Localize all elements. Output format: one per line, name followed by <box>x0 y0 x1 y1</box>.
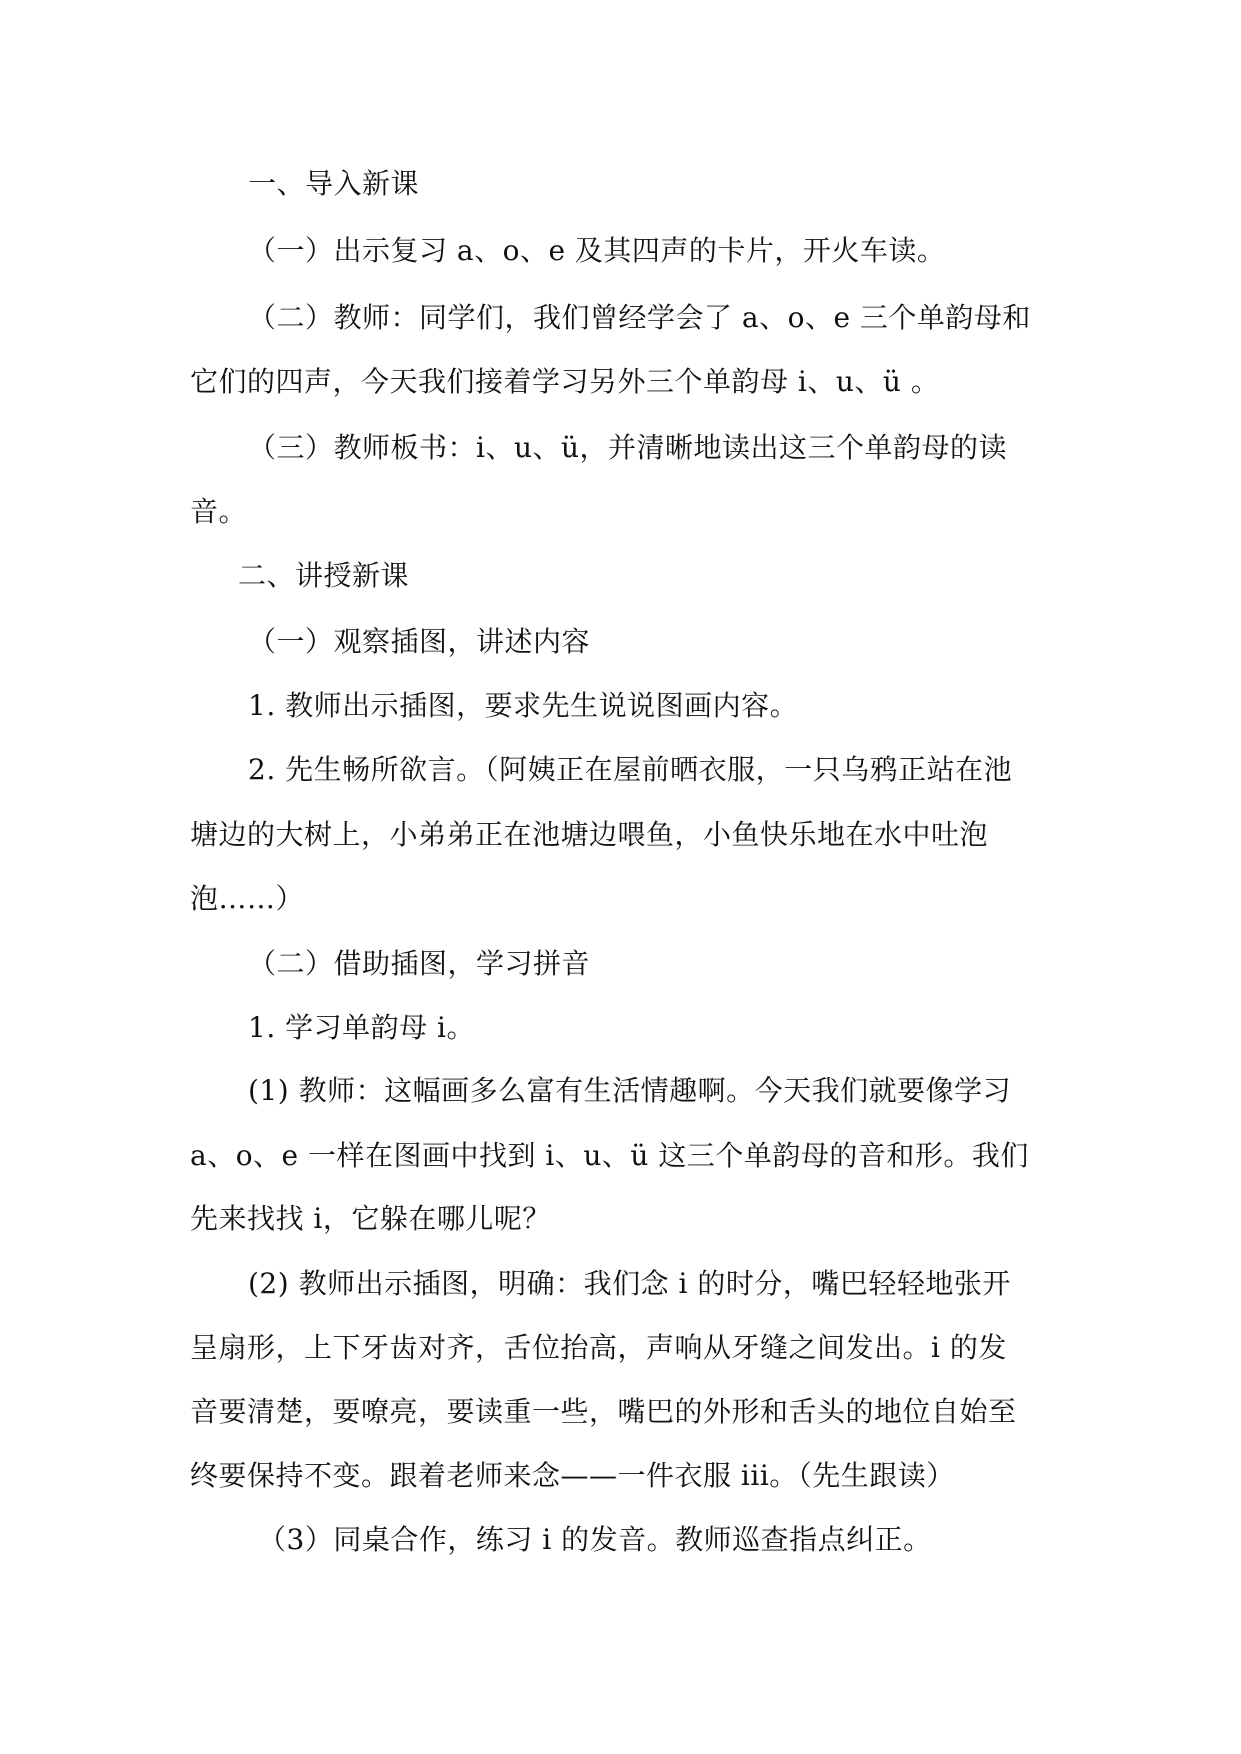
paragraph-line: 音要清楚，要嘹亮，要读重一些，嘴巴的外形和舌头的地位自始至 <box>190 1395 1017 1428</box>
paragraph-line: 2. 先生畅所欲言。（阿姨正在屋前晒衣服，一只乌鸦正站在池 <box>248 753 1013 786</box>
paragraph-line: 音。 <box>190 495 248 528</box>
paragraph-line: （二）教师：同学们，我们曾经学会了 a、o、e 三个单韵母和 <box>248 301 1031 334</box>
paragraph-line: (1) 教师：这幅画多么富有生活情趣啊。今天我们就要像学习 <box>248 1074 1012 1107</box>
paragraph-line: （3）同桌合作，练习 i 的发音。教师巡查指点纠正。 <box>258 1523 932 1556</box>
paragraph-line: 1. 教师出示插图，要求先生说说图画内容。 <box>248 689 799 722</box>
paragraph-line: （一）出示复习 a、o、e 及其四声的卡片，开火车读。 <box>248 234 946 267</box>
paragraph-line: 1. 学习单韵母 i。 <box>248 1011 475 1044</box>
paragraph-line: （三）教师板书：i、u、ü，并清晰地读出这三个单韵母的读 <box>248 431 1008 464</box>
paragraph-line: 它们的四声，今天我们接着学习另外三个单韵母 i、u、ü 。 <box>190 365 940 398</box>
subheading: （一）观察插图，讲述内容 <box>248 625 591 658</box>
paragraph-line: 先来找找 i，它躲在哪儿呢？ <box>190 1202 551 1235</box>
paragraph-line: 呈扇形，上下牙齿对齐，舌位抬高，声响从牙缝之间发出。i 的发 <box>190 1331 1007 1364</box>
section-heading-1: 一、导入新课 <box>248 167 420 200</box>
paragraph-line: 泡……） <box>190 882 305 915</box>
paragraph-line: a、o、e 一样在图画中找到 i、u、ü 这三个单韵母的音和形。我们 <box>190 1139 1029 1172</box>
subheading: （二）借助插图，学习拼音 <box>248 947 591 980</box>
section-heading-2: 二、讲授新课 <box>238 559 410 592</box>
paragraph-line: 终要保持不变。跟着老师来念——一件衣服 iii。（先生跟读） <box>190 1459 955 1492</box>
paragraph-line: (2) 教师出示插图，明确：我们念 i 的时分，嘴巴轻轻地张开 <box>248 1267 1011 1300</box>
paragraph-line: 塘边的大树上，小弟弟正在池塘边喂鱼，小鱼快乐地在水中吐泡 <box>190 818 989 851</box>
